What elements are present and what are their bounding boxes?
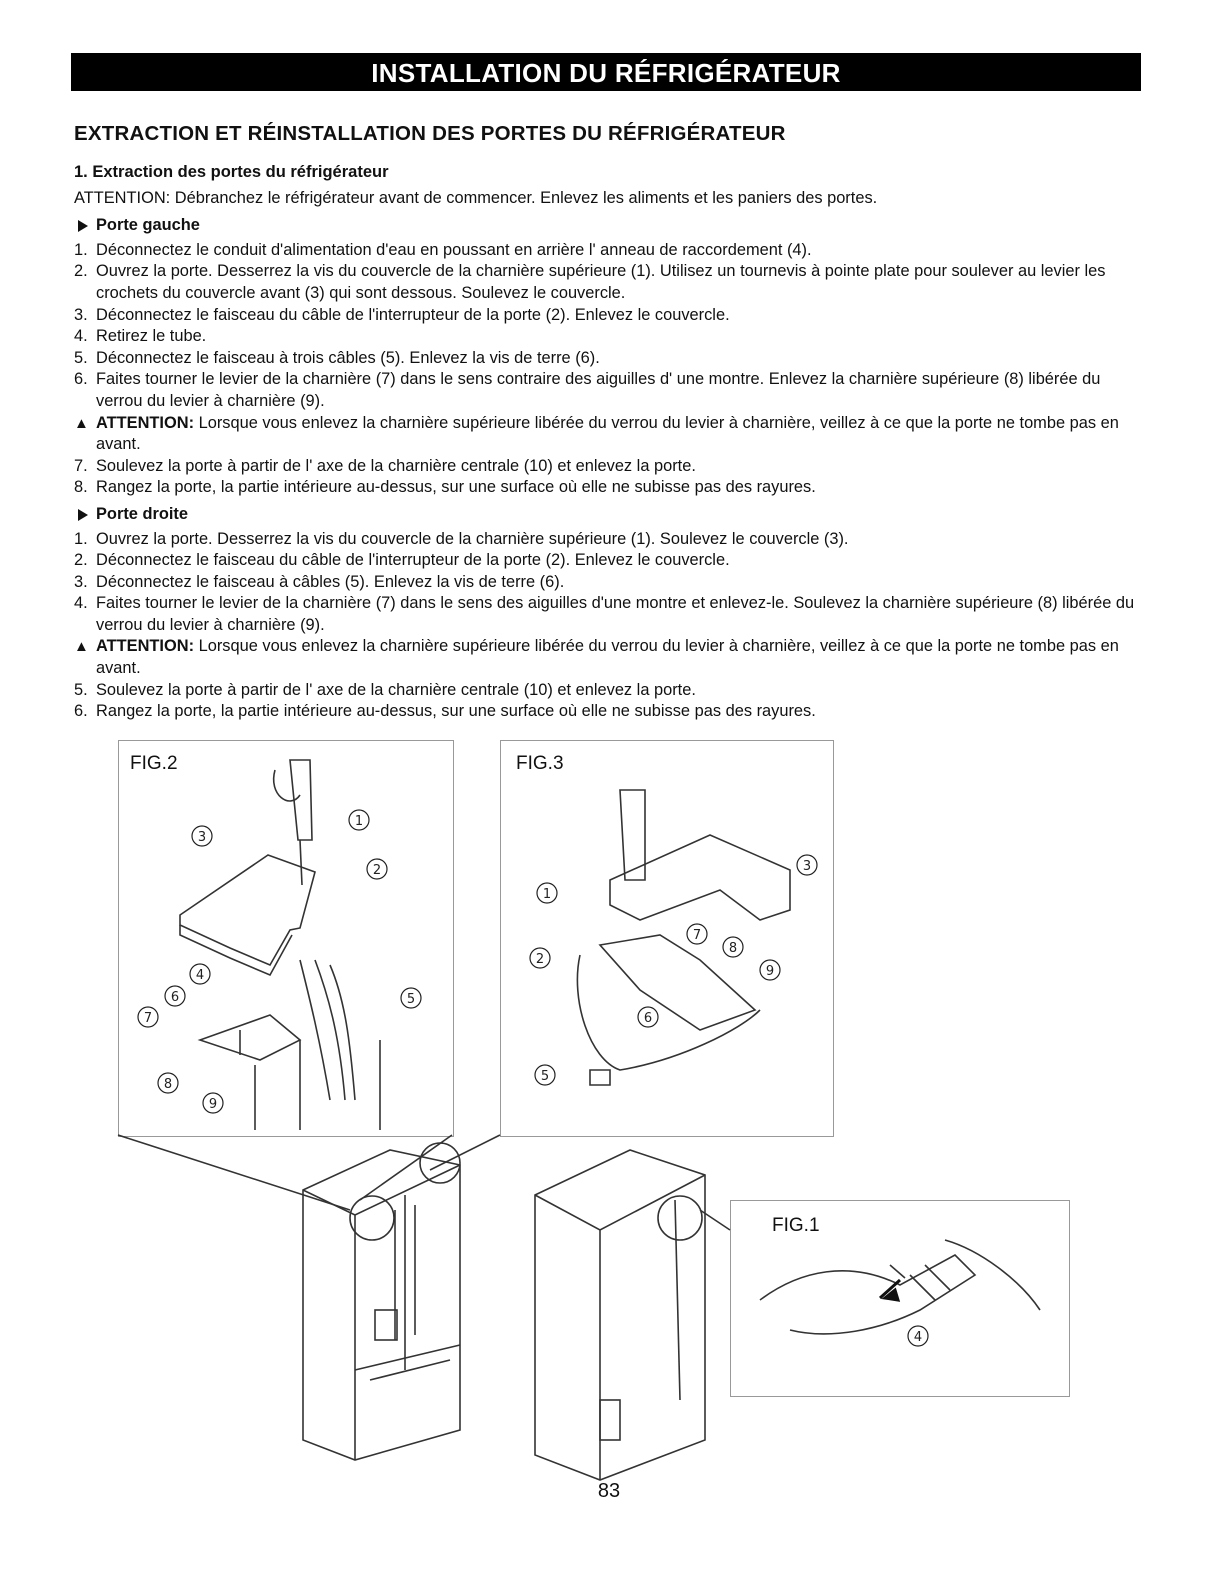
fig3-label: FIG.3 (516, 753, 564, 774)
fig3-callout-2: 2 (535, 952, 545, 967)
page-number: 83 (597, 1480, 621, 1502)
step-text: Retirez le tube. (96, 327, 207, 346)
page-banner: INSTALLATION DU RÉFRIGÉRATEUR (71, 53, 1141, 91)
fig3-callout-3: 3 (802, 859, 812, 874)
arrow-icon (880, 1280, 900, 1300)
fig2-callout-2: 2 (372, 863, 382, 878)
fig2-callout-4: 4 (195, 968, 205, 983)
step-number: 1. (74, 240, 88, 259)
step-text: Déconnectez le faisceau à câbles (5). Enlevez la vis de terre (6). (96, 572, 565, 591)
step-number: 6. (74, 702, 88, 721)
fig1-drawing (760, 1240, 1040, 1334)
fig3-callout-6: 6 (643, 1011, 653, 1026)
step-text: Faites tourner le levier de la charnière (7) dans le sens des aiguilles d'une montre et enlevez-le. Soulevez la charnière supérieure (8) libérée du verrou du levier à charnière (9). (96, 594, 1135, 634)
warning-icon: ▲ (74, 638, 89, 656)
fig2-callout-3: 3 (197, 830, 207, 845)
right-door-warning: ▲ ATTENTION: Lorsque vous enlevez la charnière supérieure libérée du verrou du levier à charnière, veillez à ce que la porte ne tombe pas en avant. (74, 636, 1144, 679)
fridge-front-drawing (118, 1135, 500, 1460)
fig3-callout-9: 9 (765, 964, 775, 979)
fig2-callout-7: 7 (143, 1011, 153, 1026)
step-number: 2. (74, 551, 88, 570)
step-number: 7. (74, 456, 88, 475)
fig3-callout-5: 5 (540, 1069, 550, 1084)
step-text: Ouvrez la porte. Desserrez la vis du couvercle de la charnière supérieure (1). Utilisez un tournevis à pointe plate pour soulever au levier les crochets du couvercle avant (3) qui sont dessous. Soulevez le couvercle. (96, 262, 1106, 302)
step-number: 5. (74, 680, 88, 699)
step-number: 3. (74, 572, 88, 591)
fig3-drawing (577, 790, 790, 1085)
fig2-callout-5: 5 (406, 992, 416, 1007)
step-number: 4. (74, 327, 88, 346)
fig3-callout-1: 1 (542, 887, 552, 902)
step-number: 3. (74, 305, 88, 324)
fig2-callout-6: 6 (170, 990, 180, 1005)
fig1-callout-4: 4 (913, 1330, 923, 1345)
removal-attention: ATTENTION: Débranchez le réfrigérateur avant de commencer. Enlevez les aliments et les paniers des portes. (74, 188, 878, 207)
step-text: Soulevez la porte à partir de l' axe de la charnière centrale (10) et enlevez la porte. (96, 456, 696, 475)
fig1-label: FIG.1 (772, 1215, 820, 1236)
step-number: 5. (74, 348, 88, 367)
warning-icon: ▲ (74, 414, 89, 432)
step-number: 2. (74, 262, 88, 281)
step-text: Ouvrez la porte. Desserrez la vis du couvercle de la charnière supérieure (1). Soulevez le couvercle (3). (96, 529, 849, 548)
step-number: 1. (74, 529, 88, 548)
section-title: EXTRACTION ET RÉINSTALLATION DES PORTES DU RÉFRIGÉRATEUR (74, 122, 786, 145)
step-number: 6. (74, 370, 88, 389)
step-text: Déconnectez le faisceau du câble de l'interrupteur de la porte (2). Enlevez le couvercle. (96, 305, 730, 324)
fig3-callout-8: 8 (728, 941, 738, 956)
step-text: Déconnectez le conduit d'alimentation d'eau en poussant en arrière l' anneau de raccordement (4). (96, 240, 812, 259)
fig2-label: FIG.2 (130, 753, 178, 774)
step-text: Soulevez la porte à partir de l' axe de la charnière centrale (10) et enlevez la porte. (96, 680, 696, 699)
removal-subtitle: 1. Extraction des portes du réfrigérateur (74, 163, 389, 181)
step-text: Déconnectez le faisceau à trois câbles (5). Enlevez la vis de terre (6). (96, 348, 600, 367)
step-number: 8. (74, 478, 88, 497)
step-text: Déconnectez le faisceau du câble de l'interrupteur de la porte (2). Enlevez le couvercle. (96, 551, 730, 570)
step-text: Faites tourner le levier de la charnière (7) dans le sens contraire des aiguilles d' une montre. Enlevez la charnière supérieure (8) libérée du verrou du levier à charnière (9). (96, 370, 1101, 410)
fig3-callout-7: 7 (692, 928, 702, 943)
right-door-heading: Porte droite (74, 504, 1144, 526)
step-text: Rangez la porte, la partie intérieure au-dessus, sur une surface où elle ne subisse pas des rayures. (96, 478, 816, 497)
step-text: Rangez la porte, la partie intérieure au-dessus, sur une surface où elle ne subisse pas des rayures. (96, 702, 816, 721)
fig2-callout-8: 8 (163, 1077, 173, 1092)
fig2-callout-9: 9 (208, 1097, 218, 1112)
left-door-heading: Porte gauche (74, 215, 1144, 237)
fig2-callout-1: 1 (354, 814, 364, 829)
fridge-rear-drawing (535, 1150, 730, 1480)
left-door-warning: ▲ ATTENTION: Lorsque vous enlevez la charnière supérieure libérée du verrou du levier à charnière, veillez à ce que la porte ne tombe pas en avant. (74, 413, 1144, 456)
step-number: 4. (74, 594, 88, 613)
